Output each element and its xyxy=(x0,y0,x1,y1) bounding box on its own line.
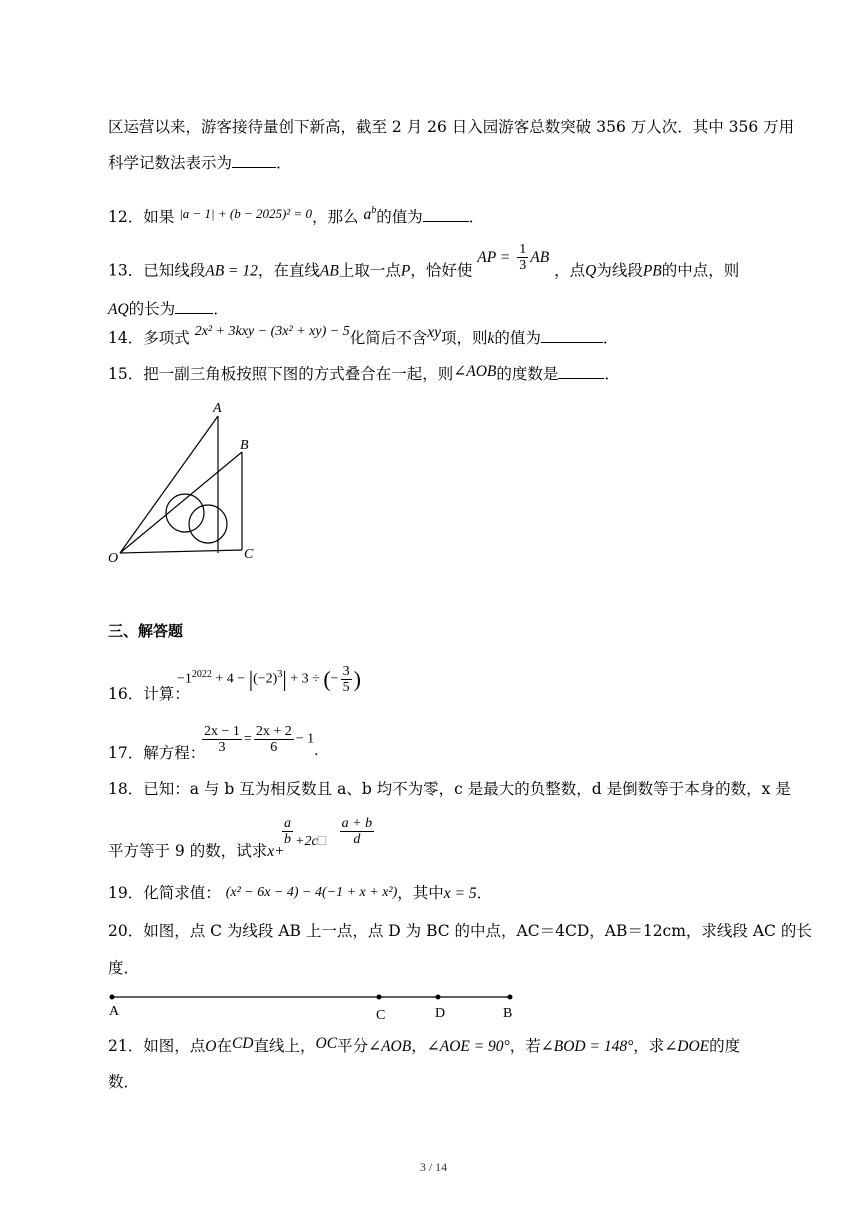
q13-line2 xyxy=(108,298,229,321)
q14-expression: 2x² + 3kxy − (3x² + xy) − 5 xyxy=(194,324,350,339)
answer-blank xyxy=(232,153,276,168)
q21-text: 如图，点 xyxy=(143,1037,206,1055)
q19 xyxy=(108,882,492,906)
q11-line2 xyxy=(108,152,292,174)
q13-text-2: ，在直线 xyxy=(257,261,320,280)
abs-bar: | xyxy=(248,666,254,692)
q18-line1: 18．已知：a 与 b 互为相反数且 a、b 均不为零，c 是最大的负整数，d 是倒数等于本身的数，x 是 xyxy=(108,780,791,798)
q21-angle-aoe: ∠AOE = 90° xyxy=(426,1038,510,1055)
q17-number: 17． xyxy=(108,744,144,762)
q15-angle: ∠AOB xyxy=(453,363,497,380)
q21-text-8: 的度 xyxy=(709,1037,741,1055)
frac-numerator: 2x + 2 xyxy=(255,724,292,739)
q13-text-6: 为线段 xyxy=(596,261,643,280)
answer-blank xyxy=(541,328,603,343)
frac-numerator: a + b xyxy=(341,816,373,831)
q18-x: x+ xyxy=(267,843,285,860)
label-b: B xyxy=(503,1006,513,1021)
q14-xy: xy xyxy=(427,324,441,341)
frac-denominator: 3 xyxy=(519,258,527,273)
q20-line1: 20．如图，点 C 为线段 AB 上一点，点 D 为 BC 的中点，AC＝4CD，AB＝12cm，求线段 AC 的长 xyxy=(108,922,812,940)
segment-oc xyxy=(120,550,242,553)
answer-blank xyxy=(558,364,604,379)
q13-point-q: Q xyxy=(585,262,597,280)
q18-mid-text: +2c xyxy=(295,833,318,849)
q13-fraction xyxy=(517,242,528,273)
missing-glyph-box: □ xyxy=(317,833,327,849)
q13-line1 xyxy=(108,242,740,287)
q16-term-d: + 3 ÷ xyxy=(290,671,320,687)
q16-number: 16． xyxy=(108,685,144,703)
q13-end: ． xyxy=(213,300,229,318)
q11-end: ． xyxy=(276,154,292,172)
q15-text-2: 的度数是 xyxy=(496,365,559,383)
q21-text-6: ，若 xyxy=(509,1037,541,1055)
label-b: B xyxy=(240,438,249,453)
q12-text: 如果 xyxy=(143,208,175,227)
q11-text: 科学记数法表示为 xyxy=(108,154,233,172)
q16-term-c: (−2) xyxy=(253,671,278,687)
frac-denominator: d xyxy=(353,832,361,847)
q11-line1: 区运营以来，游客接待量创下新高，截至 2 月 26 日入园游客总数突破 356 万人次．其中 356 万用 xyxy=(108,118,795,136)
q21-angle-aob: ∠AOB xyxy=(368,1038,412,1055)
q14-end: ． xyxy=(602,329,619,347)
label-c: C xyxy=(244,547,254,562)
q13-text-4: ，恰好使 xyxy=(410,261,473,280)
q13-expr-ab12: AB = 12 xyxy=(205,262,258,280)
abs-bar: | xyxy=(282,666,287,692)
q16-term-b: + 4 − xyxy=(215,671,246,687)
q19-text-2: ，其中 xyxy=(397,884,444,902)
q12-text-2: ，那么 xyxy=(311,208,359,227)
paren-right: ) xyxy=(353,666,361,692)
q13-text-5: ，点 xyxy=(554,261,586,280)
triangle-figure xyxy=(100,396,270,571)
q16-fraction xyxy=(341,664,352,695)
point-c xyxy=(377,995,382,1000)
q14-text-2: 化简后不含 xyxy=(349,329,428,347)
label-a: A xyxy=(109,1004,120,1019)
q19-number: 19． xyxy=(108,884,144,902)
label-d: D xyxy=(435,1006,446,1021)
q13-point-p: P xyxy=(400,262,411,280)
paren-left: ( xyxy=(323,666,331,692)
frac-numerator: 1 xyxy=(519,242,527,257)
q13-pb: PB xyxy=(642,262,662,280)
point-b xyxy=(508,995,513,1000)
q20-line2: 度． xyxy=(108,959,140,977)
q16-text: 计算： xyxy=(143,685,190,703)
q21-text-3: 直线上， xyxy=(253,1037,316,1055)
q14-number: 14． xyxy=(108,329,144,347)
q17 xyxy=(108,742,205,764)
q17-end: ． xyxy=(314,743,329,759)
q13-number: 13． xyxy=(108,261,144,280)
q15 xyxy=(108,363,620,386)
q12-expression: |a − 1| + (b − 2025)² = 0 xyxy=(179,206,312,222)
label-a: A xyxy=(213,401,222,416)
section-heading: 三、解答题 xyxy=(108,622,184,640)
q19-text: 化简求值： xyxy=(143,884,221,902)
q21-text-5: ， xyxy=(411,1037,427,1055)
q16-exp-a: 2022 xyxy=(191,669,212,681)
q21-text-7: ，求 xyxy=(633,1037,665,1055)
q14-text-3: 项，则 xyxy=(440,329,488,347)
answer-blank xyxy=(423,207,469,222)
q17-equation xyxy=(200,724,329,759)
frac-numerator: 3 xyxy=(342,664,350,679)
equals-sign: = xyxy=(243,731,252,747)
q14-k: k xyxy=(487,330,495,347)
frac-numerator: a xyxy=(284,816,291,831)
q19-end: ． xyxy=(476,884,493,902)
q15-number: 15． xyxy=(108,365,144,383)
q13-expr-ab: AB xyxy=(319,262,339,280)
q21-angle-doe: ∠DOE xyxy=(664,1038,710,1055)
q15-end: ． xyxy=(604,365,620,383)
q21-text-4: 平分 xyxy=(337,1037,369,1055)
q12-text-3: 的值为 xyxy=(376,208,423,227)
point-d xyxy=(436,995,441,1000)
q21-number: 21． xyxy=(108,1037,144,1055)
q14-text-4: 的值为 xyxy=(494,329,541,347)
q16-expression xyxy=(177,664,361,695)
q18-fraction-a-b xyxy=(282,816,293,847)
q13-text-8: 的长为 xyxy=(128,300,176,318)
q13-ap: AP = xyxy=(477,248,511,266)
frac-denominator: 5 xyxy=(342,680,350,695)
q18-line2 xyxy=(108,840,285,863)
line-segment-figure xyxy=(100,987,530,1027)
q12-power: $a^b$ xyxy=(363,205,377,224)
q18-expression xyxy=(280,816,376,847)
frac-numerator: 2x − 1 xyxy=(204,724,240,739)
q17-tail: − 1 xyxy=(295,731,315,747)
frac-denominator: b xyxy=(284,832,291,847)
q21-cd: CD xyxy=(231,1035,254,1052)
q18-text: 平方等于 9 的数，试求 xyxy=(108,842,268,860)
answer-blank xyxy=(175,299,213,314)
q18-mid xyxy=(295,834,326,849)
q17-fraction-left xyxy=(202,724,242,755)
q13-text-7: 的中点，则 xyxy=(661,261,740,280)
q13-aq: AQ xyxy=(108,301,129,318)
q14 xyxy=(108,324,619,351)
q21-line1 xyxy=(108,1035,740,1058)
triangle-hole-2 xyxy=(189,505,227,543)
q21-oc: OC xyxy=(315,1035,338,1052)
page-number: 3 / 14 xyxy=(419,1160,448,1174)
q16-exp-c: 3 xyxy=(277,669,283,681)
q12-end: ． xyxy=(468,208,485,227)
q21-angle-bod: ∠BOD = 148° xyxy=(540,1038,634,1055)
frac-denominator: 6 xyxy=(270,740,278,755)
q13-text: 已知线段 xyxy=(143,261,206,280)
q19-x-value: x = 5 xyxy=(443,885,477,902)
point-a xyxy=(110,995,115,1000)
q15-text: 把一副三角板按照下图的方式叠合在一起，则 xyxy=(143,365,454,383)
q16-sign: − xyxy=(330,671,339,687)
q13-ab: AB xyxy=(530,248,550,266)
label-c: C xyxy=(376,1008,386,1023)
q12 xyxy=(108,200,484,228)
q21-line2: 数． xyxy=(108,1073,140,1091)
q19-expression: (x² − 6x − 4) − 4(−1 + x + x²) xyxy=(225,885,398,900)
q12-number: 12． xyxy=(108,208,144,227)
label-o: O xyxy=(108,551,119,566)
q21-text-2: 在 xyxy=(216,1037,232,1055)
q13-fraction-expr xyxy=(477,242,554,273)
q14-text: 多项式 xyxy=(143,329,190,347)
q18-fraction-sum-d xyxy=(340,816,374,847)
q21-o: O xyxy=(205,1038,217,1055)
q16-term-a: −1 xyxy=(177,671,192,687)
frac-denominator: 3 xyxy=(218,740,226,755)
q13-text-3: 上取一点 xyxy=(338,261,401,280)
q17-text: 解方程： xyxy=(143,744,206,762)
q17-fraction-right xyxy=(254,724,294,755)
